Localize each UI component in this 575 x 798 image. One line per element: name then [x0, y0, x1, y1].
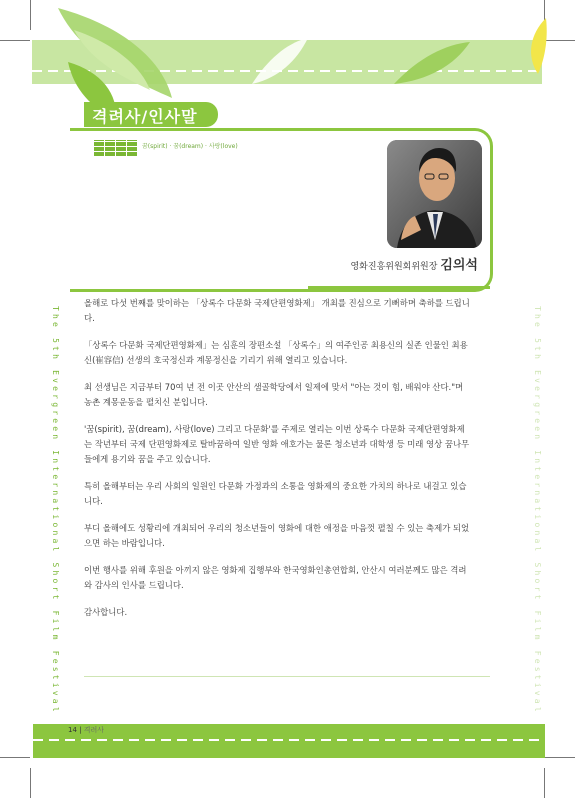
paragraph: 이번 행사를 위해 후원을 아끼지 않은 영화제 집행부와 한국영화인총연합회, 안산시 여러분께도 많은 격려와 감사의 인사를 드립니다. [84, 565, 467, 590]
body-divider [84, 676, 490, 677]
portrait-illustration [387, 140, 482, 248]
page-label: 격려사 [83, 726, 105, 734]
page-title: 격려사/인사말 [92, 107, 198, 126]
speaker-caption [328, 254, 478, 273]
crop-mark [30, 768, 31, 798]
crop-mark [30, 0, 31, 30]
bottom-decorative-band [33, 724, 545, 758]
paragraph: 올해로 다섯 번째를 맞이하는 「상록수 다문화 국제단편영화제」 개최를 진심으로 기뻐하며 축하를 드립니다. [84, 298, 470, 323]
crop-mark [544, 768, 545, 798]
paragraph: 특히 올해부터는 우리 사회의 일원인 다문화 가정과의 소통을 영화제의 중요한 가치의 하나로 내걸고 있습니다. [84, 481, 467, 506]
paragraph: 「상록수 다문화 국제단편영화제」는 심훈의 장편소설 「상록수」의 여주인공 최용신의 실존 인물인 최용신(崔容信) 선생의 호국정신과 계몽정신을 기리기 위해 열리고 있습니다. [84, 340, 468, 365]
speaker-photo [387, 140, 482, 248]
paragraph: 감사합니다. [84, 607, 128, 617]
side-banner-left: The 5th Evergreen International Short Film Festival [51, 306, 60, 715]
speaker-name: 김의석 [440, 258, 478, 273]
message-body [84, 296, 472, 632]
page-footer: 14 | 격려사 [68, 726, 105, 734]
leaf-decoration-top-right [392, 40, 472, 86]
speaker-role: 영화진흥위원회위원장 [350, 262, 438, 272]
paragraph: 부디 올해에도 성황리에 개최되어 우리의 청소년들이 영화에 대한 애정을 마음껏 펼칠 수 있는 축제가 되었으면 하는 바람입니다. [84, 523, 470, 548]
crop-mark [545, 757, 575, 758]
theme-subtitle: 꿈(spirit) · 꿈(dream) · 사랑(love) [142, 143, 238, 150]
frame-line [70, 128, 130, 131]
leaf-decoration-edge [522, 16, 550, 76]
leaf-decoration-top-middle [250, 36, 310, 88]
crop-mark [0, 757, 30, 758]
side-banner-right: The 5th Evergreen International Short Film Festival [533, 306, 542, 715]
crop-mark [0, 40, 30, 41]
bottom-dash-line [33, 739, 545, 741]
paragraph: '꿈(spirit), 꿈(dream), 사랑(love) 그리고 다문화'를 주제로 열리는 이번 상록수 다문화 국제단편영화제는 작년부터 국제 단편영화제로 탈바꿈하여 일반 영화 애호가는 물론 청소년과 대학생 등 미래 영상 꿈나무들에게 용기와 꿈을 주고 있습니다. [84, 424, 470, 464]
frame-line [308, 286, 490, 289]
paragraph: 최 선생님은 지금부터 70여 년 전 이곳 안산의 샘골학당에서 일제에 맞서 "아는 것이 힘, 배워야 산다."며 농촌 계몽운동을 펼치신 분입니다. [84, 382, 464, 407]
page-number: 14 [68, 726, 77, 734]
